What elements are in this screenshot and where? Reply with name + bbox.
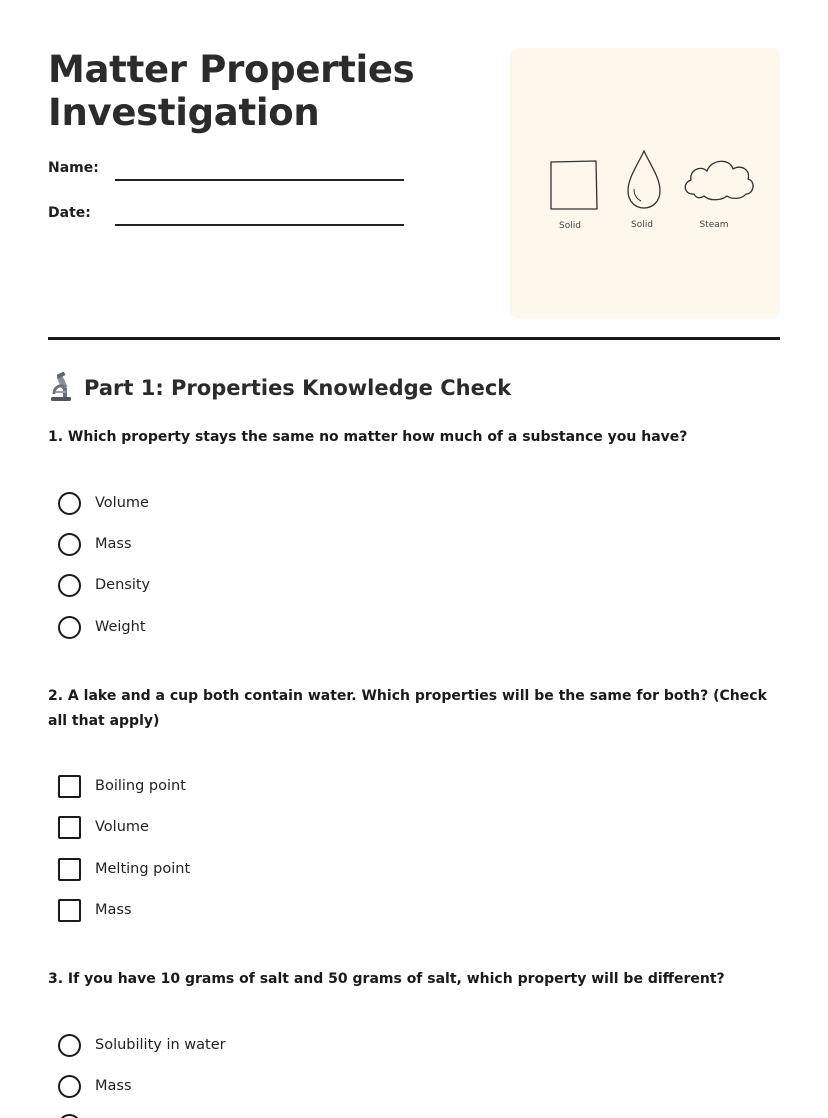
illustration-label-1: Solid (559, 221, 581, 231)
section-title-text: Part 1: Properties Knowledge Check (84, 376, 512, 400)
droplet-icon (628, 151, 660, 208)
option-label: Weight (95, 619, 146, 635)
radio-button[interactable] (58, 616, 81, 639)
radio-button[interactable] (58, 574, 81, 597)
option-label: Mass (95, 536, 132, 552)
radio-button[interactable] (58, 533, 81, 556)
checkbox[interactable] (58, 775, 81, 798)
date-input-line[interactable] (115, 224, 404, 226)
title-line-1: Matter Properties (48, 48, 415, 91)
section-title (48, 372, 511, 404)
radio-button[interactable] (58, 1075, 81, 1098)
radio-button[interactable] (58, 1114, 81, 1118)
date-field[interactable] (48, 203, 408, 233)
cloud-icon (685, 161, 753, 199)
option-label: Solubility in water (95, 1037, 226, 1053)
name-field[interactable] (48, 158, 408, 188)
square-icon (551, 161, 597, 209)
q3-option-1[interactable] (58, 1033, 226, 1057)
name-input-line[interactable] (115, 179, 404, 181)
q3-option-2[interactable] (58, 1074, 132, 1098)
option-label: Mass (95, 902, 132, 918)
option-label: Density (95, 577, 151, 593)
q1-option-1[interactable] (58, 491, 149, 515)
microscope-icon (48, 372, 74, 404)
radio-button[interactable] (58, 492, 81, 515)
option-label: Boiling point (95, 778, 186, 794)
radio-button[interactable] (58, 1034, 81, 1057)
q3-option-3-partial[interactable] (58, 1113, 81, 1118)
checkbox[interactable] (58, 816, 81, 839)
section-divider (48, 337, 780, 340)
states-of-matter-illustration (510, 48, 780, 318)
worksheet-header (48, 48, 780, 320)
option-label: Melting point (95, 861, 191, 877)
title-line-2: Investigation (48, 91, 320, 134)
q1-option-2[interactable] (58, 532, 132, 556)
date-label: Date: (48, 205, 91, 221)
q2-option-4[interactable] (58, 898, 132, 922)
checkbox[interactable] (58, 858, 81, 881)
q2-option-2[interactable] (58, 815, 149, 839)
q2-option-1[interactable] (58, 774, 186, 798)
question-3-text: 3. If you have 10 grams of salt and 50 grams of salt, which property will be different? (48, 971, 725, 987)
name-label: Name: (48, 160, 99, 176)
q2-option-3[interactable] (58, 857, 190, 881)
illustration-label-2: Solid (631, 220, 653, 230)
option-label: Mass (95, 1078, 132, 1094)
option-label: Volume (95, 819, 149, 835)
question-2-text: 2. A lake and a cup both contain water. Which properties will be the same for both? (Check all that apply) (48, 688, 767, 729)
states-of-matter-svg (510, 48, 780, 318)
option-label: Volume (95, 495, 149, 511)
question-1-text: 1. Which property stays the same no matter how much of a substance you have? (48, 429, 688, 445)
q1-option-3[interactable] (58, 573, 150, 597)
illustration-label-3: Steam (699, 220, 729, 230)
checkbox[interactable] (58, 899, 81, 922)
worksheet-title (48, 48, 414, 134)
q1-option-4[interactable] (58, 615, 146, 639)
